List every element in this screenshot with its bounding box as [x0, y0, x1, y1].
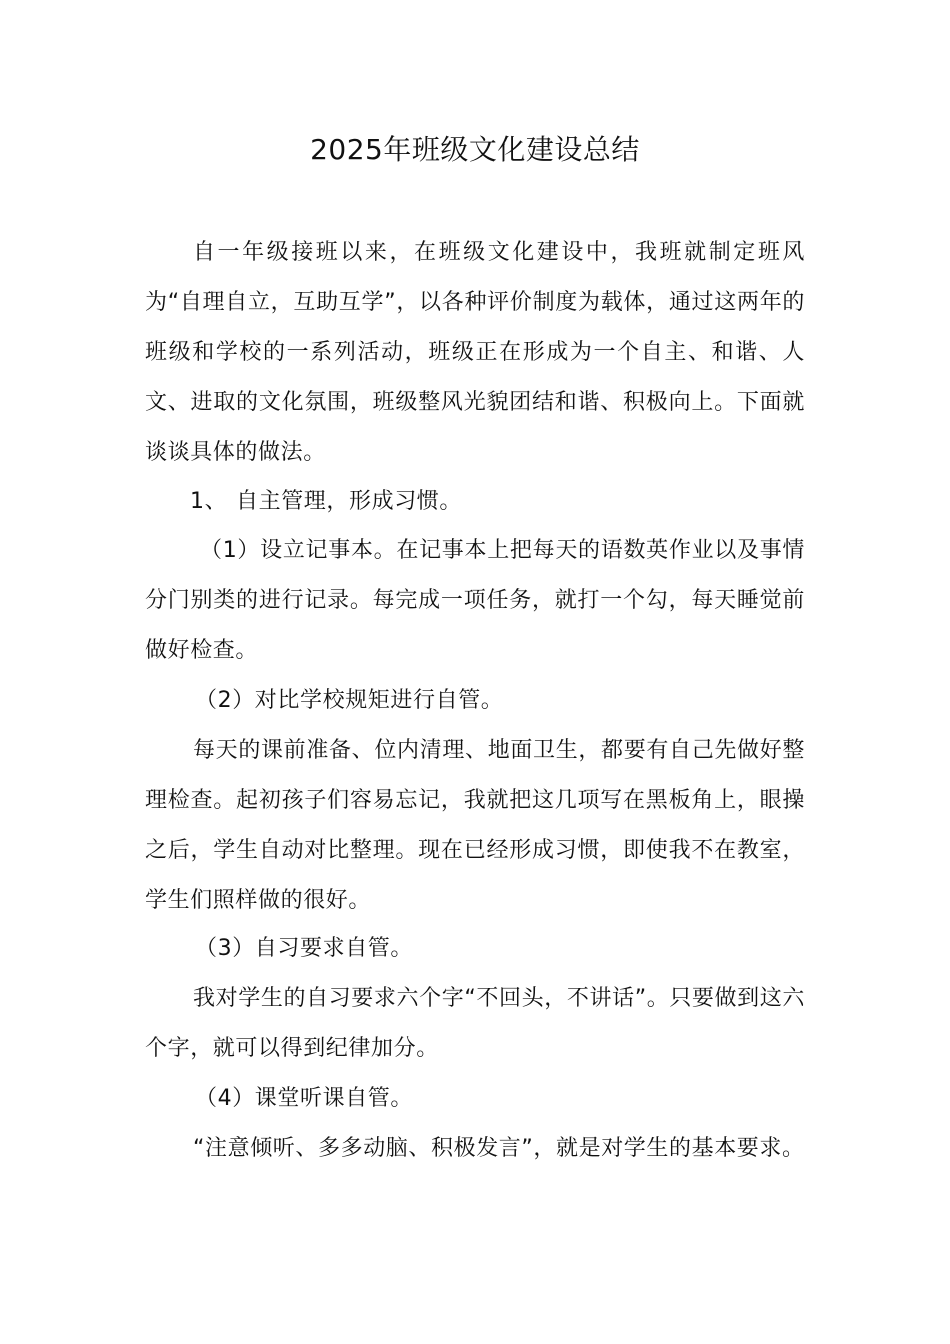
item-1-paragraph: （1）设立记事本。在记事本上把每天的语数英作业以及事情分门别类的进行记录。每完成一项任务，就打一个勾，每天睡觉前做好检查。: [145, 538, 805, 663]
intro-paragraph: 自一年级接班以来，在班级文化建设中，我班就制定班风为“自理自立，互助互学”，以各种评价制度为载体，通过这两年的班级和学校的一系列活动，班级正在形成为一个自主、和谐、人文、进取的文化氛围，班级整风光貌团结和谐、积极向上。下面就谈谈具体的做法。: [145, 240, 805, 465]
item-2-body: 每天的课前准备、位内清理、地面卫生，都要有自己先做好整理检查。起初孩子们容易忘记，我就把这几项写在黑板角上，眼操之后，学生自动对比整理。现在已经形成习惯，即使我不在教室，学生们照样做的很好。: [145, 738, 805, 913]
item-4-heading: （4）课堂听课自管。: [195, 1086, 413, 1111]
item-4-body: “注意倾听、多多动脑、积极发言”，就是对学生的基本要求。: [193, 1136, 805, 1161]
item-3-body: 我对学生的自习要求六个字“不回头，不讲话”。只要做到这六个字，就可以得到纪律加分。: [145, 986, 805, 1061]
item-2-heading: （2）对比学校规矩进行自管。: [195, 688, 504, 713]
item-3-heading: （3）自习要求自管。: [195, 936, 413, 961]
section-1-heading: [190, 477, 790, 527]
document-title: 2025年班级文化建设总结: [310, 133, 640, 166]
section-1-heading-text: 自主管理，形成习惯。: [236, 489, 463, 514]
section-1-number: 1、: [190, 489, 228, 514]
